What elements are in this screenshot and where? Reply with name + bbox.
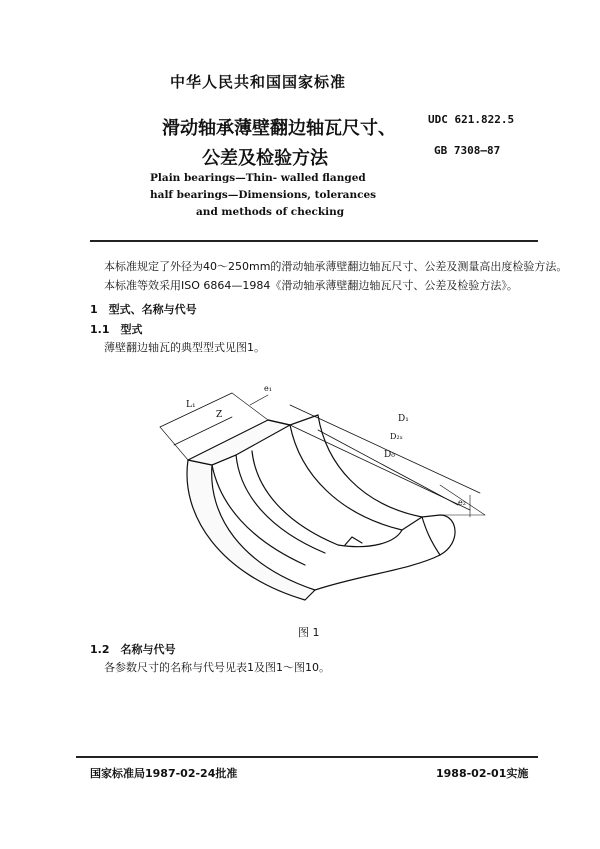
dim-label-Z: Z: [216, 410, 223, 420]
issuing-authority: 中华人民共和国国家标准: [170, 73, 347, 91]
dim-label-e1: e₁: [264, 384, 272, 393]
gb-code: GB 7308—87: [434, 144, 501, 157]
english-title-line-3: and methods of checking: [196, 206, 345, 218]
title-line-1: 滑动轴承薄壁翻边轴瓦尺寸、: [162, 118, 396, 139]
udc-code: UDC 621.822.5: [428, 113, 515, 126]
scope-paragraph: 本标准规定了外径为40～250mm的滑动轴承薄壁翻边轴瓦尺寸、公差及测量高出度检验方法。: [104, 260, 568, 273]
figure-1-caption: 图 1: [298, 626, 320, 639]
dim-label-D1: D₁: [398, 414, 409, 424]
dim-label-D2: D₂ₓ: [390, 432, 404, 441]
dim-label-L1: L₁: [186, 400, 196, 410]
title-line-2: 公差及检验方法: [202, 148, 328, 169]
approval-date: 国家标准局1987-02-24批准: [90, 767, 238, 780]
section-1-2-text: 各参数尺寸的名称与代号见表1及图1～图10。: [104, 661, 330, 674]
section-1-1-text: 薄壁翻边轴瓦的典型型式见图1。: [104, 341, 265, 354]
dim-label-D0: D₀: [384, 450, 395, 460]
section-1-1-heading: 1.1 型式: [90, 323, 143, 336]
figure-1-bearing-drawing: [140, 365, 500, 615]
implementation-date: 1988-02-01实施: [436, 767, 529, 780]
english-title-line-1: Plain bearings—Thin- walled flanged: [150, 172, 366, 184]
section-1-2-heading: 1.2 名称与代号: [90, 643, 176, 656]
header-rule: [90, 240, 538, 242]
footer-rule: [76, 756, 538, 758]
iso-equivalence-paragraph: 本标准等效采用ISO 6864—1984《滑动轴承薄壁翻边轴瓦尺寸、公差及检验方法》。: [104, 279, 518, 292]
section-1-heading: 1 型式、名称与代号: [90, 303, 197, 316]
english-title-line-2: half bearings—Dimensions, tolerances: [150, 189, 377, 201]
dim-label-e2: e₂: [458, 498, 466, 507]
